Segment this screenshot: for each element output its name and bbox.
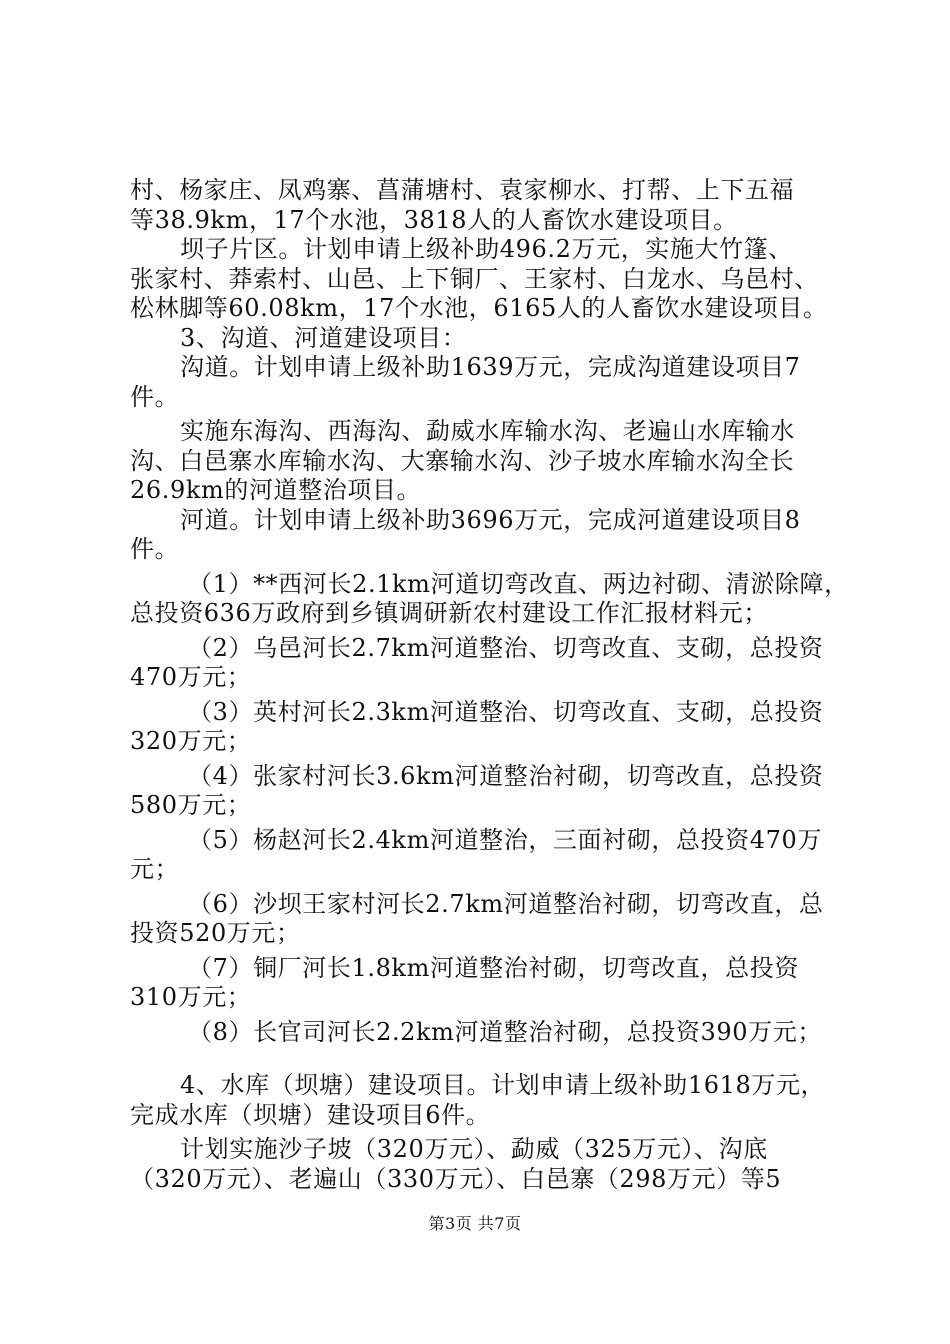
text-line: 沟、白邑寨水库输水沟、大寨输水沟、沙子坡水库输水沟全长 [130, 446, 795, 475]
text-line: 580万元； [130, 791, 252, 819]
paragraph-start: 实施东海沟、西海沟、勐威水库输水沟、老遍山水库输水 [180, 417, 795, 445]
list-item: （5）杨赵河长2.4km河道整治，三面衬砌，总投资470万 [188, 825, 822, 854]
text-line: 总投资636万政府到乡镇调研新农村建设工作汇报材料元； [130, 599, 769, 627]
paragraph-start: 计划实施沙子坡（320万元）、勐威（325万元）、沟底 [180, 1135, 768, 1163]
text-line: 320万元； [130, 727, 252, 755]
text-line: 件。 [130, 535, 180, 563]
text-line: 310万元； [130, 983, 252, 1011]
paragraph-start: 沟道。计划申请上级补助1639万元，完成沟道建设项目7 [180, 353, 801, 381]
text-line: 等38.9km，17个水池，3818人的人畜饮水建设项目。 [130, 205, 738, 234]
text-line: 完成水库（坝塘）建设项目6件。 [130, 1100, 491, 1129]
text-line: 松林脚等60.08km，17个水池，6165人的人畜饮水建设项目。 [130, 294, 828, 322]
text-line: 26.9km的河道整治项目。 [130, 476, 422, 504]
section-heading: 4、水库（坝塘）建设项目。计划申请上级补助1618万元， [180, 1071, 826, 1099]
text-line: 件。 [130, 382, 180, 411]
paragraph-start: 河道。计划申请上级补助3696万元，完成河道建设项目8 [180, 505, 801, 534]
text-line: （320万元）、老遍山（330万元）、白邑寨（298万元）等5 [130, 1164, 782, 1193]
text-line: 张家村、莽索村、山邑、上下铜厂、王家村、白龙水、乌邑村、 [130, 264, 819, 293]
paragraph-start: 坝子片区。计划申请上级补助496.2万元，实施大竹篷、 [180, 235, 793, 263]
text-line: 村、杨家庄、凤鸡寨、菖蒲塘村、袁家柳水、打帮、上下五福 [130, 176, 795, 204]
page-number-footer: 第3页 共7页 [428, 1214, 522, 1233]
section-heading: 3、沟道、河道建设项目： [180, 323, 467, 352]
list-item: （4）张家村河长3.6km河道整治衬砌，切弯改直，总投资 [188, 761, 824, 790]
text-line: 投资520万元； [130, 919, 301, 947]
list-item: （2）乌邑河长2.7km河道整治、切弯改直、支砌，总投资 [188, 633, 824, 662]
list-item: （7）铜厂河长1.8km河道整治衬砌，切弯改直，总投资 [188, 953, 799, 982]
document-body [130, 176, 849, 1194]
list-item: （3）英村河长2.3km河道整治、切弯改直、支砌，总投资 [188, 697, 824, 726]
text-line: 470万元； [130, 663, 252, 691]
list-item: （6）沙坝王家村河长2.7km河道整治衬砌，切弯改直，总 [188, 889, 824, 918]
text-line: 元； [130, 855, 180, 883]
list-item: （1）**西河长2.1km河道切弯改直、两边衬砌、清淤除障， [188, 569, 849, 598]
list-item: （8）长官司河长2.2km河道整治衬砌，总投资390万元； [188, 1017, 822, 1046]
